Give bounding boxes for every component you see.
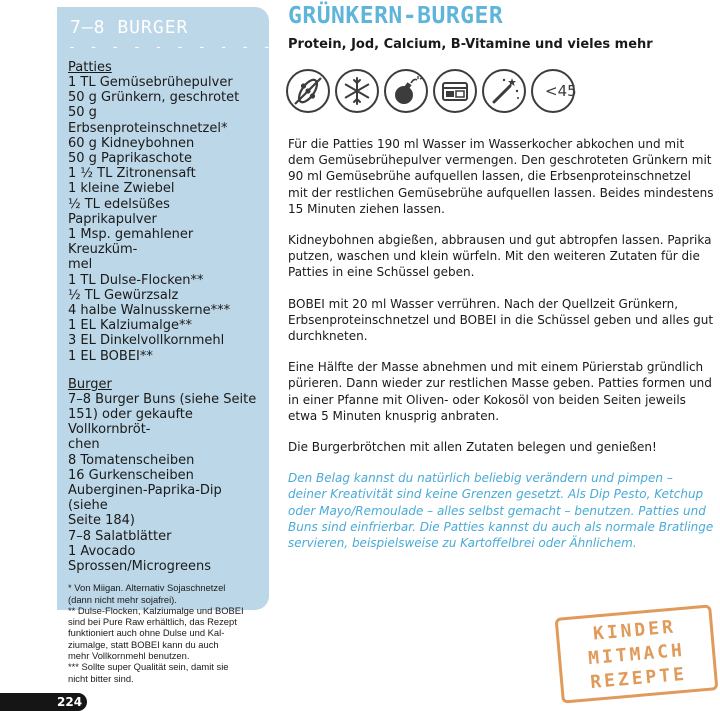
ingredient-item: 60 g Kidneybohnen [68,135,195,151]
burger-heading: Burger [68,376,112,392]
ingredient-item: Sprossen/Microgreens [68,559,211,575]
ingredient-item: 1 EL Kalziumalge** [68,318,193,334]
stamp-line: MITMACH [587,639,686,670]
kinder-mitmach-stamp [555,604,719,703]
footnote-line: ** Dulse-Flocken, Kalziumalge und BOBEI [68,604,244,616]
ingredient-item: 1 EL BOBEI** [68,348,153,364]
footnote-line: * Von Miigan. Alternativ Sojaschnetzel [68,582,226,594]
ingredient-item: 1 TL Gemüsebrühepulver [68,75,233,90]
magic-wand-icon [482,69,526,113]
burger-list [68,392,269,574]
ingredient-item: 1 Avocado [68,543,136,559]
stamp-line: KINDER [592,616,677,645]
instruction-paragraph: BOBEI mit 20 ml Wasser verrühren. Nach der Quellzeit Grünkern, Erbsenproteinschnetzel und BOBEI in die Schüssel geben und alles gut durchkneten. [288,296,714,344]
recipe-title: GRÜNKERN-BURGER [288,3,504,29]
ingredients-sidebar [57,7,339,684]
instruction-paragraph: Kidneybohnen abgießen, abbrausen und gut abtropfen lassen. Paprika putzen, waschen und klein würfeln. Mit den weiteren Zutaten für die Patties in eine Schüssel geben. [288,233,712,280]
ingredient-item: 1 kleine Zwiebel [68,181,175,197]
prep-time-label: <45 [545,82,577,100]
ingredient-item: 50 g Erbsenproteinschnetzel* [68,105,228,136]
lunchbox-icon [433,69,477,113]
servings-title: 7–8 BURGER [70,17,189,38]
soy-free-icon [286,69,330,113]
instructions [288,136,714,566]
patties-list [68,75,269,364]
ingredient-item: ½ TL Gewürzsalz [68,287,179,303]
ingredient-item: ½ TL edelsüßes Paprikapulver [68,196,170,227]
ingredient-item: 1 ½ TL Zitronensaft [68,166,196,182]
ingredient-item: 4 halbe Walnusskerne*** [68,303,231,319]
dash-divider: - - - - - - - - - - - - - [68,40,339,55]
recipe-subtitle: Protein, Jod, Calcium, B-Vitamine und vieles mehr [288,37,653,52]
ingredient-item: Auberginen-Paprika-Dip (siehe [68,483,222,514]
instruction-paragraph: Eine Hälfte der Masse abnehmen und mit einem Pürierstab gründlich pürieren. Dann wieder zur restlichen Masse geben. Patties formen und in einer Pfanne mit Oliven- oder Kokosöl von beiden Seiten jeweils etwa 5 Minuten knusprig anbraten. [288,360,712,423]
page-number-tab [0,693,87,711]
footnote-line: mehr Vollkornmehl benutzen. [68,650,190,662]
footnotes [68,582,269,684]
tip-paragraph: Den Belag kannst du natürlich beliebig verändern und pimpen – deiner Kreativität sind keine Grenzen gesetzt. Als Dip Pesto, Ketchup oder Mayo/Remoulade – alles selbst gemacht – benutzen. Patties und Buns sind einfrierbar. Die Patties kannst du auch als normale Bratlinge servieren, beispielsweise zu Kartoffelbrei oder Ähnlichem. [288,471,714,551]
footnote-line: funktioniert auch ohne Dulse und Kal- [68,627,225,639]
footnote-line: nicht bitter sind. [68,672,134,684]
snowflake-icon [335,69,379,113]
ingredient-item: Seite 184) [68,513,135,529]
ingredient-item: chen [68,437,100,453]
bomb-icon [384,69,428,113]
footnote-line: *** Sollte super Qualität sein, damit sie [68,661,229,673]
patties-heading: Patties [68,60,112,75]
ingredient-item: 3 EL Dinkelvollkornmehl [68,333,225,349]
ingredient-item: 50 g Paprikaschote [68,151,192,167]
clock-icon [531,69,575,113]
ingredient-item: 7–8 Salatblätter [68,528,172,544]
ingredient-item: 7–8 Burger Buns (siehe Seite [68,391,257,407]
instruction-paragraph: Für die Patties 190 ml Wasser im Wasserkocher abkochen und mit dem Gemüsebrühepulver vermengen. Den geschroteten Grünkern mit 90 ml Gemüsebrühe aufquellen lassen, die Erbsenproteinschnetzel mit der restlichen Gemüsebrühe aufquellen lassen. Beides mindestens 15 Minuten ziehen lassen. [288,137,714,216]
footnote-line: (dann nicht mehr sojafrei). [68,593,177,605]
footnote-line: ziumalge, statt BOBEI kann du auch [68,638,219,650]
ingredient-item: 151) oder gekaufte Vollkornbröt- [68,407,193,438]
ingredient-item: 16 Gurkenscheiben [68,467,194,483]
footnote-line: sind bei Pure Raw erhältlich, das Rezept [68,616,237,628]
ingredient-item: 8 Tomatenscheiben [68,452,195,468]
ingredient-item: 1 Msp. gemahlener Kreuzküm- [68,227,194,258]
page-number: 224 [57,695,83,709]
ingredient-item: 1 TL Dulse-Flocken** [68,272,204,288]
instruction-paragraph: Die Burgerbrötchen mit allen Zutaten belegen und genießen! [288,440,657,455]
ingredient-item: mel [68,257,93,273]
ingredient-item: 50 g Grünkern, geschrotet [68,90,240,106]
stamp-line: REZEPTE [589,663,688,694]
